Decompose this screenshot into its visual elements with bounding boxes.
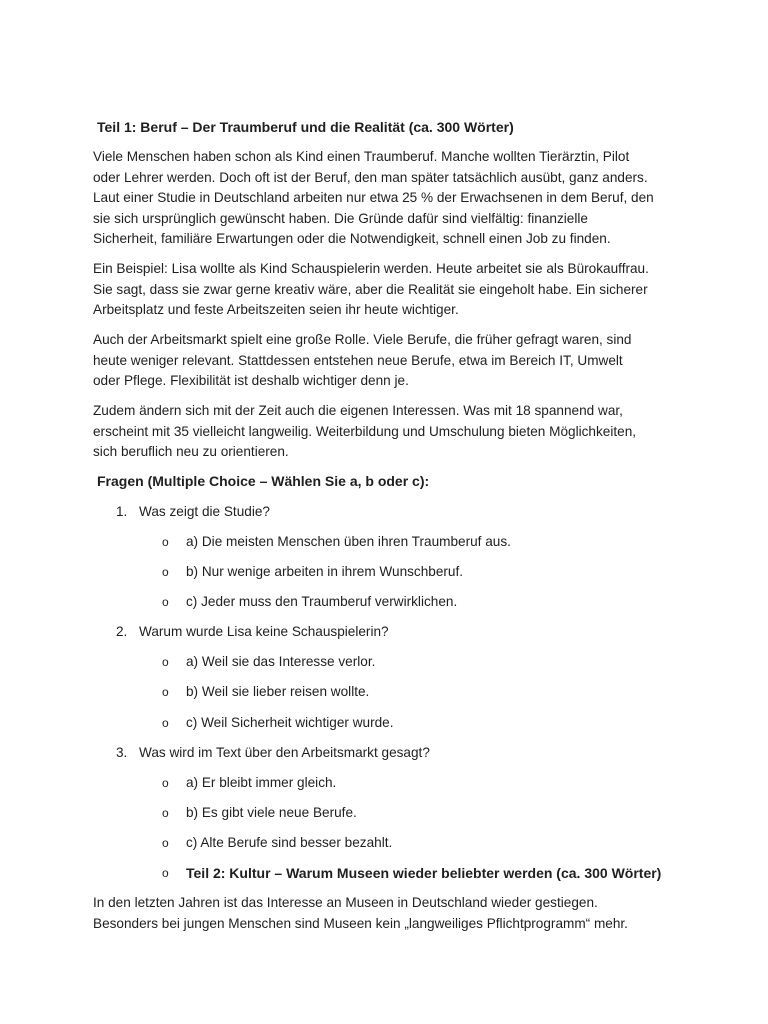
list-bullet: o [162, 806, 169, 820]
part1-heading: Teil 1: Beruf – Der Traumberuf und die Realität (ca. 300 Wörter) [97, 119, 514, 135]
part1-paragraph-3 [93, 330, 683, 392]
part1-paragraph-4 [93, 401, 683, 463]
text-line: Besonders bei jungen Menschen sind Museen kein „langweiliges Pflichtprogramm“ mehr. [93, 915, 628, 931]
text-line: sich beruflich neu zu orientieren. [93, 444, 289, 459]
question-number: 2. [116, 624, 128, 639]
part1-paragraph-1 [93, 147, 683, 250]
question-text: Warum wurde Lisa keine Schauspielerin? [139, 624, 389, 639]
text-line: Sie sagt, dass sie zwar gerne kreativ wäre, aber die Realität sie eingeholt habe. Ein sicherer [93, 281, 648, 297]
question-number: 3. [116, 745, 128, 760]
text-line: Viele Menschen haben schon als Kind einen Traumberuf. Manche wollten Tierärztin, Pilot [93, 149, 630, 164]
list-bullet: o [162, 595, 169, 609]
list-bullet: o [162, 716, 169, 730]
questions-heading: Fragen (Multiple Choice – Wählen Sie a, b oder c): [97, 473, 430, 489]
list-bullet: o [162, 535, 169, 549]
list-bullet: o [162, 565, 169, 579]
text-line: In den letzten Jahren ist das Interesse an Museen in Deutschland wieder gestiegen. [93, 895, 598, 910]
text-line: Auch der Arbeitsmarkt spielt eine große Rolle. Viele Berufe, die früher gefragt waren, sind [93, 332, 632, 347]
text-line: Zudem ändern sich mit der Zeit auch die eigenen Interessen. Was mit 18 spannend war, [93, 403, 623, 418]
text-line: sie sich ursprünglich gewünscht haben. Die Gründe dafür sind vielfältig: finanzielle [93, 210, 588, 226]
text-line: Ein Beispiel: Lisa wollte als Kind Schauspielerin werden. Heute arbeitet sie als Bürokauffrau. [93, 261, 649, 276]
question-number: 1. [116, 504, 128, 519]
list-bullet: o [162, 866, 169, 880]
answer-option: b) Weil sie lieber reisen wollte. [186, 684, 370, 699]
list-bullet: o [162, 836, 169, 850]
answer-option: c) Alte Berufe sind besser bezahlt. [186, 835, 393, 850]
answer-option: a) Weil sie das Interesse verlor. [186, 654, 376, 669]
answer-option: b) Es gibt viele neue Berufe. [186, 805, 357, 820]
text-line: Sicherheit, familiäre Erwartungen oder die Notwendigkeit, schnell einen Job zu finden. [93, 231, 611, 246]
text-line: Arbeitsplatz und feste Arbeitszeiten seien ihr heute wichtiger. [93, 302, 459, 317]
text-line: heute weniger relevant. Stattdessen entstehen neue Berufe, etwa im Bereich IT, Umwelt [93, 352, 623, 368]
list-bullet: o [162, 685, 169, 699]
answer-option: c) Jeder muss den Traumberuf verwirklichen. [186, 594, 458, 609]
part1-paragraph-2 [93, 259, 683, 321]
part2-heading: Teil 2: Kultur – Warum Museen wieder beliebter werden (ca. 300 Wörter) [186, 865, 662, 881]
list-bullet: o [162, 776, 169, 790]
list-bullet: o [162, 655, 169, 669]
text-line: oder Lehrer werden. Doch oft ist der Beruf, den man später tatsächlich ausübt, ganz anders. [93, 169, 648, 185]
answer-option: a) Er bleibt immer gleich. [186, 775, 337, 790]
answer-option: b) Nur wenige arbeiten in ihrem Wunschberuf. [186, 564, 464, 579]
question-text: Was wird im Text über den Arbeitsmarkt gesagt? [139, 745, 430, 760]
text-line: Laut einer Studie in Deutschland arbeiten nur etwa 25 % der Erwachsenen in dem Beruf, den [93, 190, 654, 205]
answer-option: c) Weil Sicherheit wichtiger wurde. [186, 715, 394, 730]
text-line: oder Pflege. Flexibilität ist deshalb wichtiger denn je. [93, 373, 409, 388]
part2-paragraph [93, 893, 683, 934]
text-line: erscheint mit 35 vielleicht langweilig. Weiterbildung und Umschulung bieten Möglichkeiten, [93, 423, 637, 439]
question-text: Was zeigt die Studie? [139, 504, 270, 519]
answer-option: a) Die meisten Menschen üben ihren Traumberuf aus. [186, 534, 511, 549]
